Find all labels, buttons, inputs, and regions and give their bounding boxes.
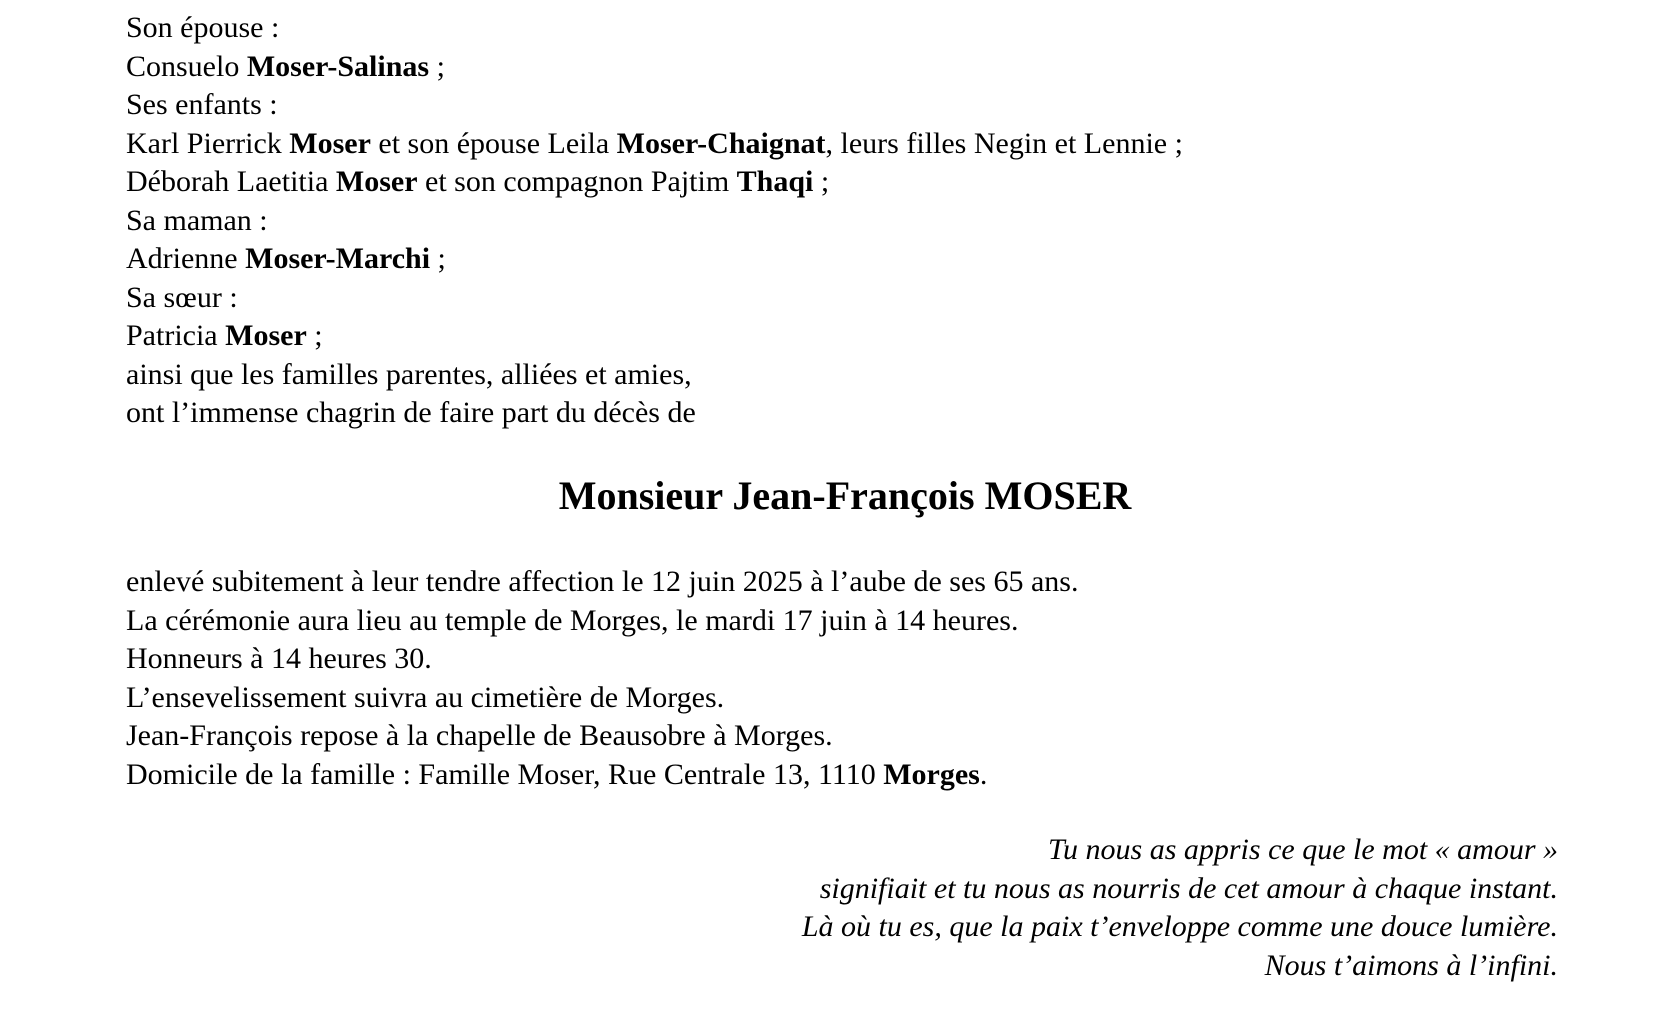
sister-first-name: Patricia bbox=[126, 319, 226, 352]
announcement-line: ont l’immense chagrin de faire part du décès de bbox=[126, 396, 696, 429]
child2-middle-text: et son compagnon Pajtim bbox=[417, 165, 737, 198]
details-line-1: enlevé subitement à leur tendre affection le 12 juin 2025 à l’aube de ses 65 ans. bbox=[126, 565, 1079, 598]
poem-line-1: Tu nous as appris ce que le mot « amour » bbox=[1048, 833, 1558, 866]
child2-line-end: ; bbox=[813, 165, 830, 198]
poem-line-4: Nous t’aimons à l’infini. bbox=[1264, 948, 1558, 982]
poem-line-2: signifiait et tu nous as nourris de cet amour à chaque instant. bbox=[819, 871, 1558, 905]
poem-line-3: Là où tu es, que la paix t’enveloppe comme une douce lumière. bbox=[801, 910, 1558, 943]
child1-spouse-last-name: Moser-Chaignat bbox=[616, 126, 826, 160]
child1-last-name: Moser bbox=[289, 126, 371, 160]
deceased-name-title: Monsieur Jean-François MOSER bbox=[558, 473, 1132, 518]
sister-line bbox=[126, 317, 1566, 356]
child2-line bbox=[126, 163, 1566, 202]
spouse-line bbox=[126, 48, 1566, 87]
poem-block bbox=[802, 831, 1558, 985]
child2-last-name: Moser bbox=[335, 165, 418, 198]
sister-last-name: Moser bbox=[225, 319, 307, 352]
ceremony-details bbox=[126, 563, 1566, 794]
child2-partner-last-name: Thaqi bbox=[736, 165, 814, 198]
spouse-last-name: Moser-Salinas bbox=[246, 49, 430, 83]
mother-first-name: Adrienne bbox=[126, 242, 246, 275]
spouse-line-end: ; bbox=[429, 49, 445, 83]
mother-last-name: Moser-Marchi bbox=[245, 242, 431, 275]
family-list bbox=[126, 9, 1566, 433]
child1-line-end: , leurs filles Negin et Lennie ; bbox=[825, 126, 1183, 160]
mother-line bbox=[126, 240, 1566, 279]
child1-middle-text: et son épouse Leila bbox=[370, 126, 617, 160]
spouse-first-name: Consuelo bbox=[126, 49, 247, 83]
address-prefix: Domicile de la famille : Famille Moser, Rue Centrale 13, 1110 bbox=[126, 757, 884, 791]
children-heading: Ses enfants : bbox=[126, 88, 278, 121]
address-city: Morges bbox=[883, 757, 980, 791]
sister-line-end: ; bbox=[306, 319, 323, 352]
details-line-5: Jean-François repose à la chapelle de Beausobre à Morges. bbox=[126, 719, 833, 752]
address-end: . bbox=[979, 757, 988, 791]
details-line-4: L’ensevelissement suivra au cimetière de Morges. bbox=[126, 680, 725, 714]
child1-line bbox=[126, 125, 1566, 164]
child2-first-name: Déborah Laetitia bbox=[126, 165, 336, 198]
family-address-line bbox=[126, 756, 1566, 795]
details-line-2: La cérémonie aura lieu au temple de Morges, le mardi 17 juin à 14 heures. bbox=[126, 603, 1019, 637]
child1-first-name: Karl Pierrick bbox=[126, 126, 290, 160]
spouse-heading: Son épouse : bbox=[126, 11, 280, 44]
mother-heading: Sa maman : bbox=[126, 203, 268, 237]
relatives-line: ainsi que les familles parentes, alliées et amies, bbox=[126, 357, 692, 391]
details-line-3: Honneurs à 14 heures 30. bbox=[126, 642, 432, 675]
sister-heading: Sa sœur : bbox=[126, 280, 238, 314]
mother-line-end: ; bbox=[430, 242, 446, 275]
